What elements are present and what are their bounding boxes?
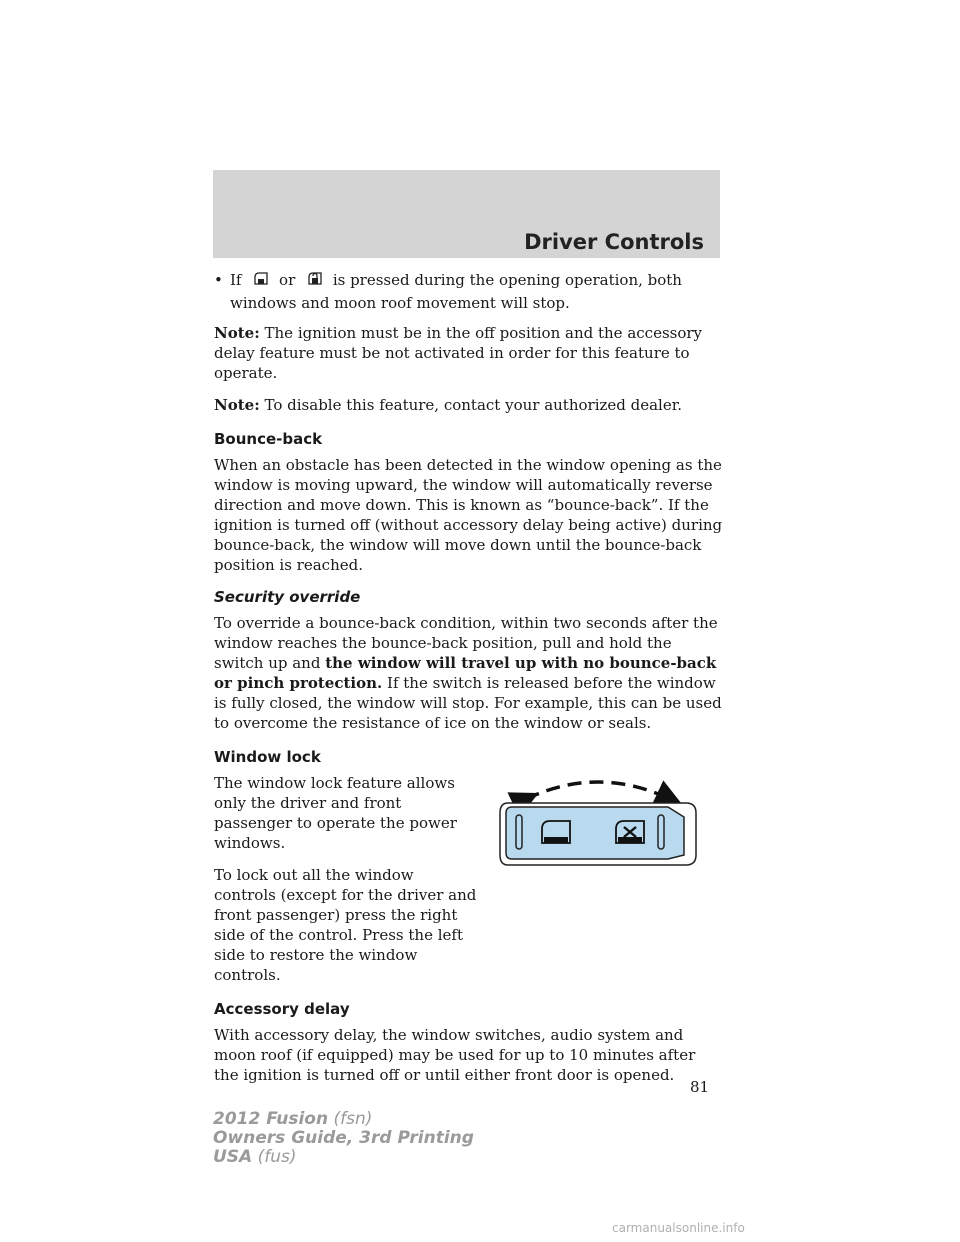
security-override-paragraph [214,613,724,733]
footer [213,1110,474,1167]
note-text: To disable this feature, contact your authorized dealer. [264,396,683,414]
page-content [214,270,724,1097]
watermark: carmanualsonline.info [612,1221,745,1235]
bullet-or: or [279,271,296,289]
security-text-1: To override a bounce-back condition, within two seconds after the window reaches the bounce-back position, pull and hold the switch up and [214,614,718,672]
note-ignition [214,323,724,383]
note-text: The ignition must be in the off position and the accessory delay feature must be not activated in order for this feature to operate. [214,324,703,382]
window-unlock-icon [306,270,324,293]
window-lock-paragraph-1: The window lock feature allows only the driver and front passenger to operate the power windows. [214,774,457,852]
header-band [213,170,720,258]
bullet-if: If [230,271,242,289]
note-label: Note: [214,396,260,414]
toggle-arc-arrow [526,782,670,799]
window-lock-icon [252,270,270,293]
note-disable [214,395,724,415]
note-label: Note: [214,324,260,342]
footer-region: USA [213,1147,253,1167]
footer-region-code: (fus) [257,1147,297,1167]
accessory-delay-paragraph: With accessory delay, the window switches, audio system and moon roof (if equipped) may be used for up to 10 minutes after the ignition is turned off or until either front door is opened. [214,1026,696,1084]
bullet-dot: • [214,271,223,289]
bullet-item [214,270,724,313]
heading-accessory-delay: Accessory delay [214,1000,350,1018]
footer-guide: Owners Guide, 3rd Printing [213,1128,474,1148]
page-number: 81 [690,1078,710,1096]
window-lock-paragraph-2: To lock out all the window controls (except for the driver and front passenger) press the right side of the control. Press the left side to restore the window controls. [214,866,477,984]
bounce-back-paragraph: When an obstacle has been detected in the window opening as the window is moving upward, the window will automatically reverse direction and move down. This is known as “bounce-back”. If the ignition is turned off (without accessory delay being active) during bounce-back, the window will move down until the bounce-back position is reached. [214,456,723,574]
section-title: Driver Controls [524,230,704,254]
heading-security-override: Security override [214,588,361,606]
footer-model: 2012 Fusion [213,1109,329,1129]
window-lock-switch-illustration [498,773,698,874]
footer-model-code: (fsn) [333,1109,373,1129]
bullet-text: is pressed during the opening operation, both windows and moon roof movement will stop. [230,271,682,312]
heading-window-lock: Window lock [214,748,321,766]
window-lock-section [214,747,724,985]
heading-bounce-back: Bounce-back [214,430,323,448]
security-text-2: If the switch is released before the window is fully closed, the window will stop. For example, this can be used to overcome the resistance of ice on the window or seals. [214,674,722,732]
security-text-bold: the window will travel up with no bounce-back or pinch protection. [214,654,717,692]
